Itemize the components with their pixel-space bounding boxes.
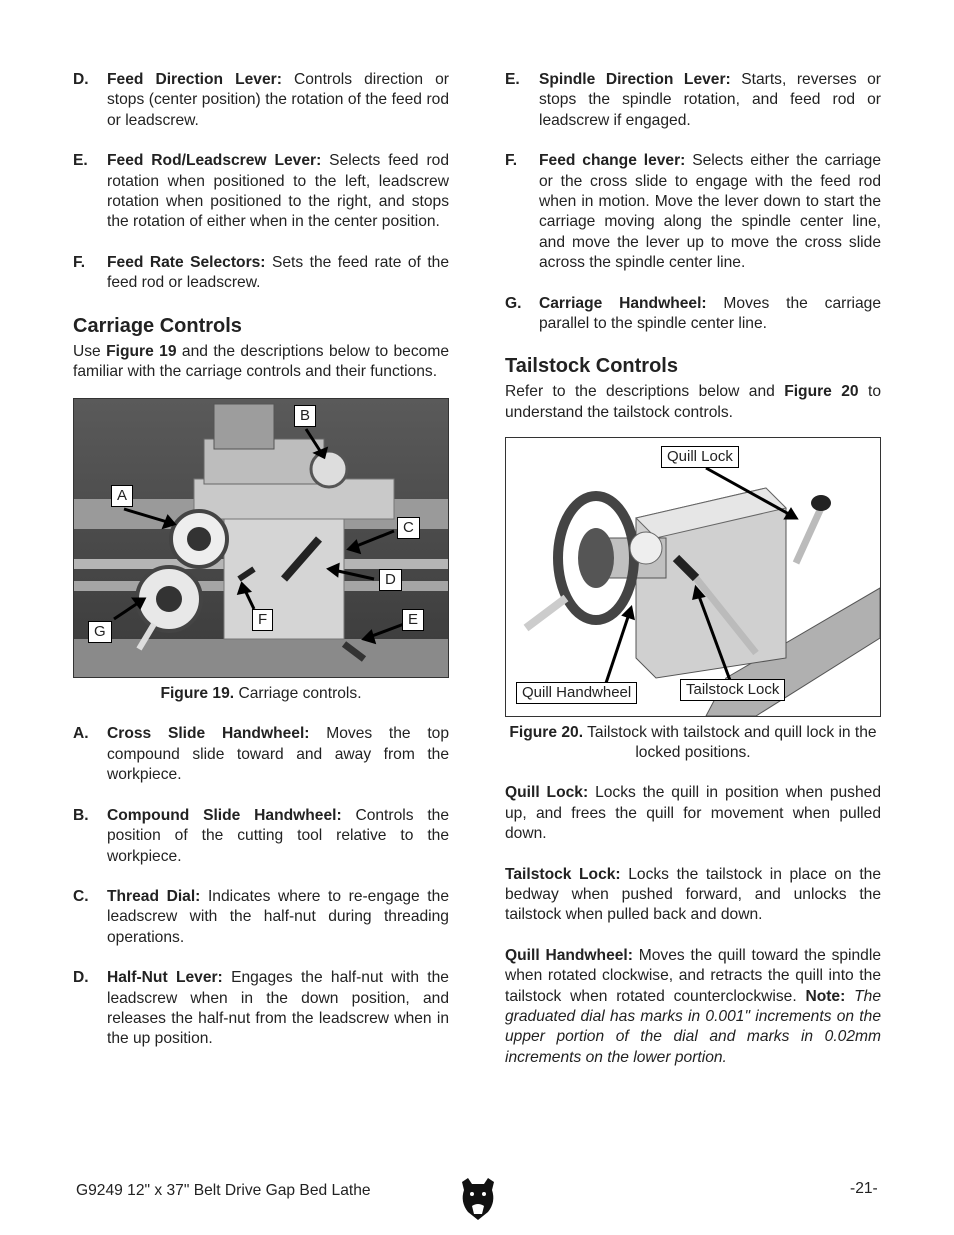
item-text: Engages the half-nut with the leadscrew when in the down position, and releases the half-nut from the leadscrew when in the up position. — [107, 969, 449, 1048]
item-text: Selects feed rod rotation when positioned to the left, leadscrew rotation when positioned to the right, and stops the rotation of either when in the center position. — [107, 152, 449, 231]
item-text: Starts, reverses or stops the spindle rotation, and feed rod or leadscrew if engaged. — [539, 71, 881, 129]
grizzly-bear-logo — [458, 1176, 498, 1227]
description-item — [73, 887, 449, 948]
figure-19-carriage-photo — [73, 398, 449, 678]
item-term: Feed Rod/Leadscrew Lever: — [107, 152, 322, 170]
item-text: Selects either the carriage or the cross slide to engage with the feed rod when in motion. Move the lever down to start the carriage moving along the spindle center line, and move the lever up to move the cross slide across the spindle center line. — [539, 152, 881, 272]
item-term: Compound Slide Handwheel: — [107, 806, 342, 824]
carriage-intro: Use Figure 19 and the descriptions below to become familiar with the carriage controls and their functions. — [73, 342, 449, 381]
item-text: Controls the position of the cutting tool relative to the workpiece. — [107, 806, 449, 865]
item-term: Cross Slide Handwheel: — [107, 725, 310, 743]
figure-20-label-quill-handwheel: Quill Handwheel — [516, 682, 637, 704]
control-description — [505, 865, 881, 926]
item-term: Feed Direction Lever: — [107, 71, 282, 88]
item-letter: G. — [505, 294, 522, 312]
description-item — [73, 806, 449, 867]
description-item — [505, 70, 881, 131]
figure-19-label-a: A — [111, 485, 133, 507]
description-item — [73, 724, 449, 785]
figure-20-label-quill-lock: Quill Lock — [661, 446, 739, 468]
figure-19-label-c: C — [397, 517, 420, 539]
carriage-controls-list-continued — [505, 70, 881, 334]
figure-20-tailstock-photo — [505, 437, 881, 717]
control-text: Locks the quill in position when pushed up, and frees the quill for movement when pulled down. — [505, 784, 881, 843]
figure-19-label-b: B — [294, 405, 316, 427]
item-term: Spindle Direction Lever: — [539, 71, 731, 88]
item-letter: D. — [73, 969, 89, 987]
right-column — [505, 70, 881, 1088]
item-letter: B. — [73, 806, 89, 824]
control-description — [505, 783, 881, 844]
control-term: Quill Lock: — [505, 784, 589, 802]
item-term: Carriage Handwheel: — [539, 294, 707, 312]
item-term: Thread Dial: — [107, 887, 201, 905]
item-text: Indicates where to re-engage the leadscrew with the half-nut during threading operations. — [107, 887, 449, 946]
left-column — [73, 70, 449, 1070]
tailstock-descriptions — [505, 783, 881, 925]
item-text: Moves the carriage parallel to the spindle center line. — [539, 294, 881, 333]
feed-controls-list — [73, 70, 449, 294]
item-text: Sets the feed rate of the feed rod or leadscrew. — [107, 253, 450, 292]
carriage-illustration — [74, 399, 448, 677]
description-item — [505, 294, 881, 335]
figure-20-caption: Figure 20. Tailstock with tailstock and quill lock in the locked positions. — [509, 724, 877, 762]
item-term: Half-Nut Lever: — [107, 969, 223, 987]
description-item — [73, 968, 449, 1050]
figure-19-label-e: E — [402, 609, 424, 631]
item-text: Moves the top compound slide toward and away from the workpiece. — [107, 725, 450, 784]
carriage-controls-heading: Carriage Controls — [73, 314, 242, 337]
description-item — [73, 70, 449, 131]
page-number: -21- — [850, 1180, 878, 1197]
figure-20-label-tailstock-lock: Tailstock Lock — [680, 679, 785, 701]
item-letter: E. — [505, 71, 520, 88]
figure-19-label-d: D — [379, 569, 402, 591]
quill-handwheel-description: Quill Handwheel: Moves the quill toward the spindle when rotated clockwise, and retracts the quill into the tailstock when rotated counterclockwise. Note: The graduated dial has marks in 0.001" increments on the upper portion of the dial and marks in 0.02mm increments on the lower portion. — [505, 946, 881, 1066]
item-letter: E. — [73, 152, 88, 170]
figure-19-label-g: G — [88, 621, 112, 643]
figure-19-label-f: F — [252, 609, 273, 631]
description-item — [73, 253, 449, 294]
tailstock-illustration — [506, 438, 880, 716]
item-letter: F. — [505, 152, 518, 170]
item-letter: D. — [73, 71, 89, 88]
description-item — [73, 151, 449, 233]
item-letter: A. — [73, 725, 89, 743]
item-letter: F. — [73, 253, 86, 271]
figure-19-caption: Figure 19. Carriage controls. — [160, 685, 362, 703]
item-text: Controls direction or stops (center position) the rotation of the feed rod or leadscrew. — [107, 71, 449, 129]
item-letter: C. — [73, 887, 89, 905]
control-text: Locks the tailstock in place on the bedway when pushed forward, and unlocks the tailstock when pulled back and down. — [505, 865, 881, 924]
carriage-controls-list — [73, 724, 449, 1049]
item-term: Feed Rate Selectors: — [107, 253, 266, 271]
tailstock-controls-heading: Tailstock Controls — [505, 355, 678, 378]
footer-model: G9249 12" x 37" Belt Drive Gap Bed Lathe — [76, 1182, 371, 1199]
item-term: Feed change lever: — [539, 152, 686, 170]
tailstock-intro: Refer to the descriptions below and Figure 20 to understand the tailstock controls. — [505, 383, 881, 421]
description-item — [505, 151, 881, 273]
control-term: Tailstock Lock: — [505, 865, 621, 883]
